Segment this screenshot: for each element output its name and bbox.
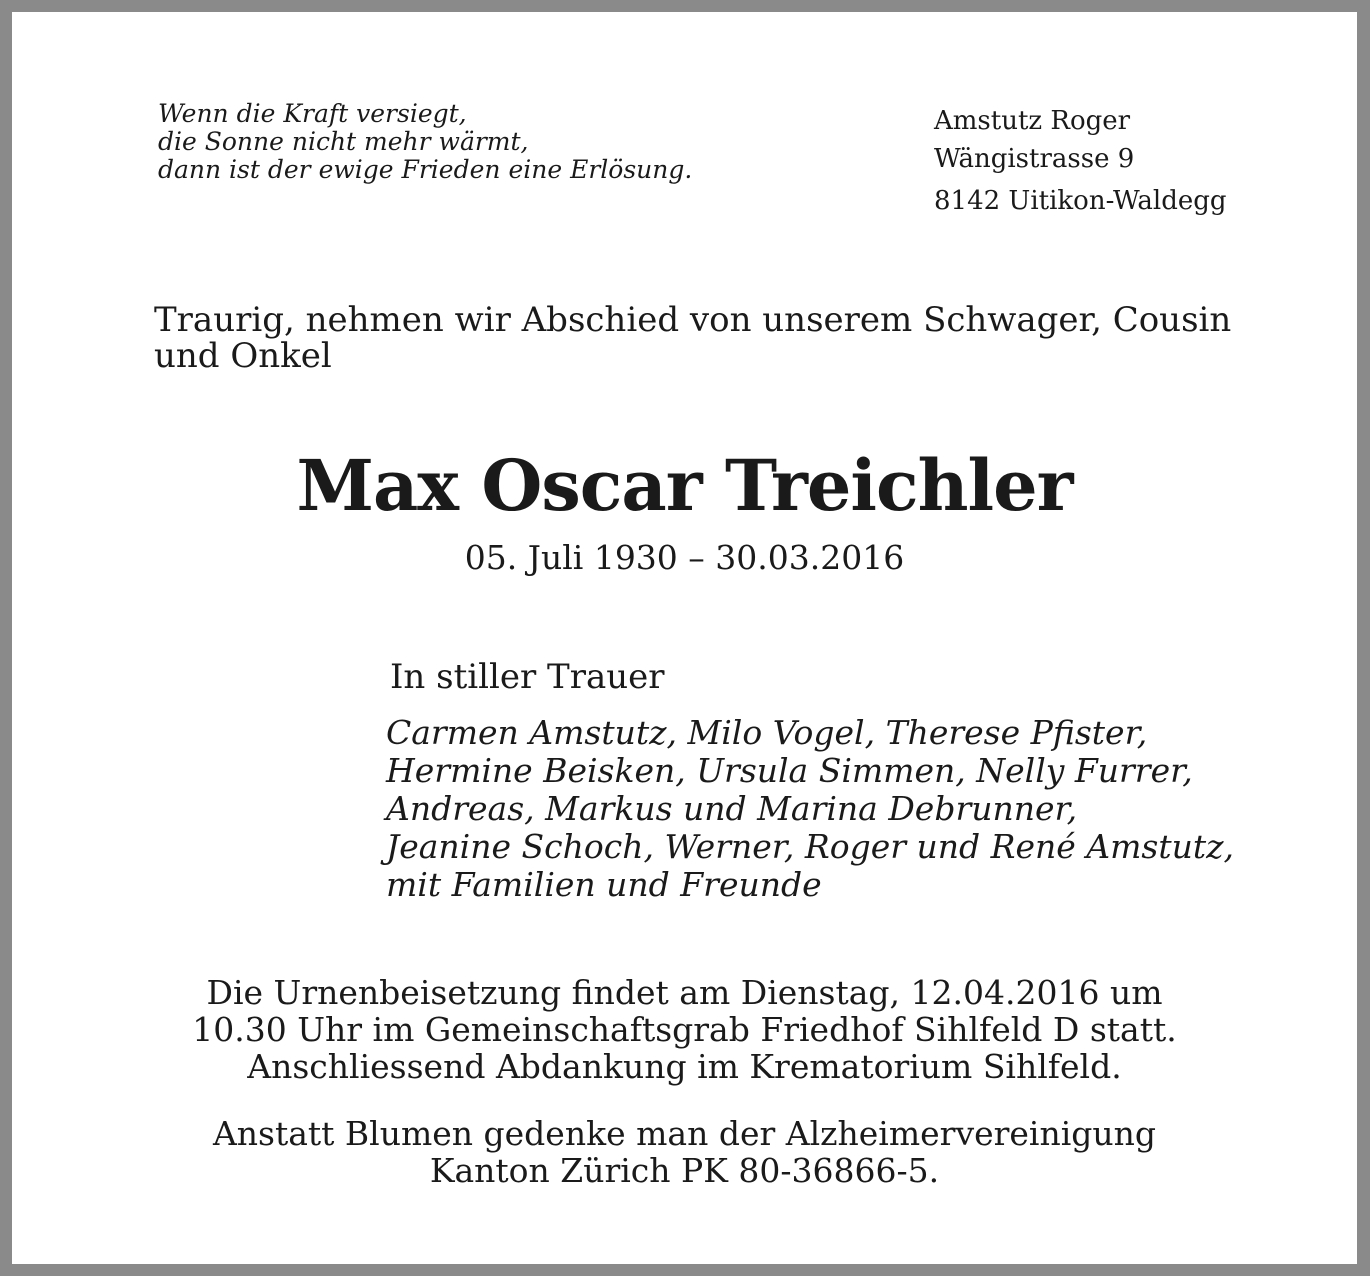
mourners-line: mit Familien und Freunde (386, 865, 822, 904)
mourning-heading: In stiller Trauer (390, 657, 665, 697)
mourners-line: Carmen Amstutz, Milo Vogel, Therese Pfister, (386, 713, 1148, 752)
mourners-line: Jeanine Schoch, Werner, Roger und René Amstutz, (386, 827, 1234, 866)
funeral-line: Anschliessend Abdankung im Krematorium Sihlfeld. (247, 1047, 1122, 1086)
address-name: Amstutz Roger (934, 106, 1131, 136)
obituary-page (12, 12, 1357, 1264)
motto-line: die Sonne nicht mehr wärmt, (158, 127, 529, 156)
funeral-line: 10.30 Uhr im Gemeinschaftsgrab Friedhof Sihlfeld D statt. (192, 1010, 1177, 1049)
donation-line: Kanton Zürich PK 80-36866-5. (429, 1151, 940, 1190)
motto-verse (158, 100, 692, 184)
funeral-notice (12, 974, 1357, 1085)
life-dates: 05. Juli 1930 – 30.03.2016 (464, 538, 905, 577)
sender-address (934, 100, 1227, 222)
motto-line: Wenn die Kraft versiegt, (158, 99, 467, 128)
intro-text: Traurig, nehmen wir Abschied von unserem Schwager, Cousin und Onkel (154, 300, 1232, 376)
mourners-list (386, 714, 1234, 904)
mourners-line: Andreas, Markus und Marina Debrunner, (386, 789, 1078, 828)
deceased-name: Max Oscar Treichler (296, 444, 1073, 527)
donation-notice (12, 1115, 1357, 1189)
address-city: 8142 Uitikon-Waldegg (934, 186, 1227, 216)
motto-line: dann ist der ewige Frieden eine Erlösung. (158, 155, 693, 184)
address-street: Wängistrasse 9 (934, 144, 1135, 174)
funeral-line: Die Urnenbeisetzung findet am Dienstag, 12.04.2016 um (206, 973, 1163, 1012)
mourners-line: Hermine Beisken, Ursula Simmen, Nelly Furrer, (386, 751, 1193, 790)
donation-line: Anstatt Blumen gedenke man der Alzheimervereinigung (212, 1114, 1157, 1153)
